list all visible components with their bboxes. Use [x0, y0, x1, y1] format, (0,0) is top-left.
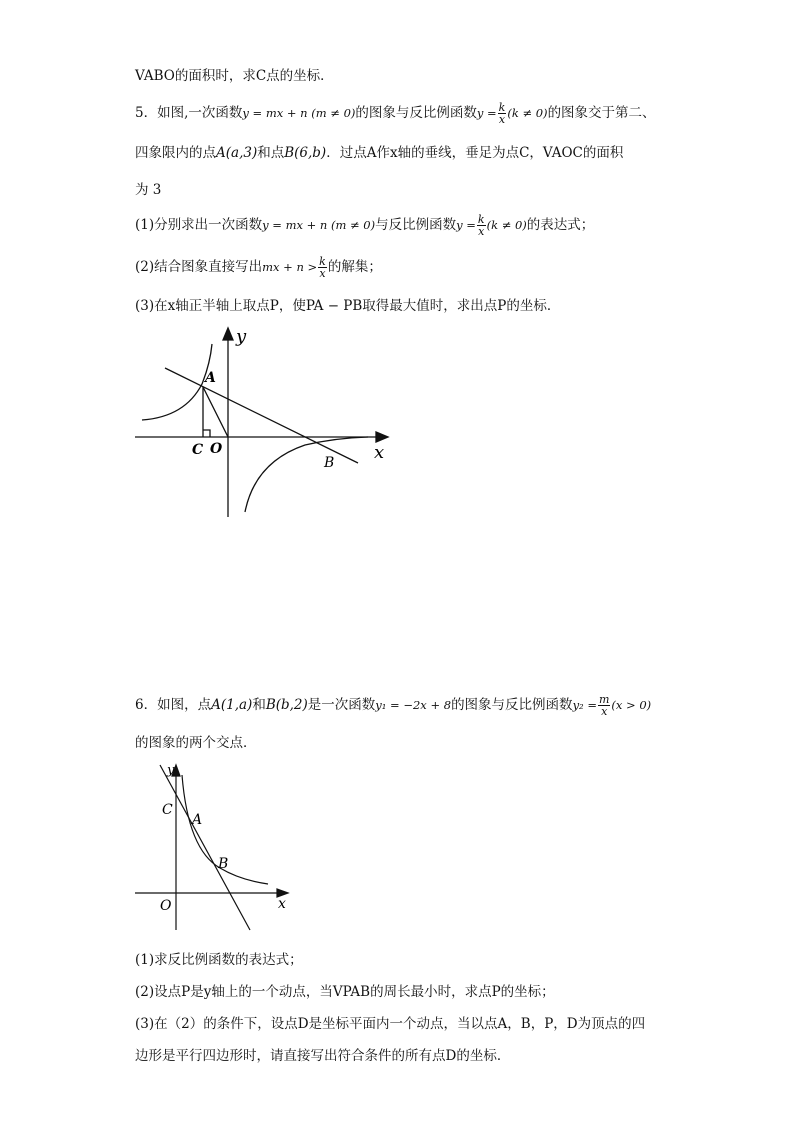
q5-p2-a: (2)结合图象直接写出 — [135, 259, 263, 275]
q5-inverse-eq-pre: y = — [476, 106, 497, 120]
q6-line-1 — [135, 694, 651, 717]
q6-linear-eq: y₁ = −2x + 8 — [375, 698, 452, 712]
q5-part-2 — [135, 256, 382, 279]
q6-label-a: A — [192, 812, 203, 828]
q6-line-ab — [160, 765, 250, 930]
q5-line-3 — [135, 180, 161, 200]
q5-y-arrow — [223, 328, 233, 340]
q5-label-a: A — [205, 370, 216, 386]
q6-figure — [130, 760, 300, 935]
q6-l1-d: 的图象与反比例函数 — [451, 697, 573, 713]
q5-p3: (3)在x轴正半轴上取点P，使PA − PB取得最大值时，求出点P的坐标． — [135, 298, 561, 314]
q6-label-b: B — [218, 856, 229, 872]
q5-label-o: O — [210, 441, 223, 457]
q5-hyperbola-left — [142, 344, 212, 420]
q5-inverse-eq-post: (k ≠ 0) — [507, 106, 548, 120]
q6-fraction-m-over-x: $\frac{m}{x}$ — [598, 693, 610, 718]
q5-l2-b: 和点 — [257, 145, 285, 161]
q6-l1-c: 是一次函数 — [307, 697, 376, 713]
q5-line-2 — [135, 143, 623, 163]
q6-label-o: O — [160, 898, 172, 914]
q6-part-3-line-1 — [135, 1014, 645, 1034]
q6-eq2-pre: y₂ = — [572, 698, 597, 712]
q6-line-2 — [135, 733, 257, 753]
q5-label-y: y — [236, 326, 247, 347]
q5-p1-a: (1)分别求出一次函数 — [135, 217, 263, 233]
q5-p1-b: 与反比例函数 — [375, 217, 457, 233]
q6-part-2 — [135, 982, 555, 1002]
q6-point-a: A(1,a) — [211, 697, 253, 713]
q6-p3-l1: (3)在（2）的条件下，设点D是坐标平面内一个动点，当以点A，B，P，D为顶点的四 — [135, 1016, 646, 1032]
q5-part-3 — [135, 296, 560, 316]
q5-p1-linear-eq: y = mx + n (m ≠ 0) — [262, 218, 376, 232]
q5-p1-eq2-pre: y = — [456, 218, 476, 232]
prev-tail-text: VABO的面积时，求C点的坐标． — [135, 68, 334, 84]
q5-point-a: A(a,3) — [216, 145, 258, 161]
q5-line-1 — [135, 102, 656, 125]
q6-p3-l2: 边形是平行四边形时，请直接写出符合条件的所有点D的坐标． — [135, 1048, 511, 1064]
q5-intro-b: 的图象与反比例函数 — [355, 105, 477, 121]
q5-right-angle-mark — [203, 430, 210, 437]
q5-p2-fraction: $\frac{k}{x}$ — [319, 255, 326, 280]
q5-intro-c: 的图象交于第二、 — [547, 105, 656, 121]
q6-label-x: x — [278, 896, 286, 912]
q6-eq2-post: (x > 0) — [611, 698, 652, 712]
q6-part-1 — [135, 950, 303, 970]
q6-label-c: C — [162, 802, 173, 818]
q5-intro: 5．如图,一次函数 — [135, 105, 243, 121]
q6-p1: (1)求反比例函数的表达式； — [135, 952, 303, 968]
q6-part-3-line-2 — [135, 1046, 510, 1066]
q5-label-b: B — [324, 455, 335, 471]
q6-label-y: y — [167, 763, 175, 778]
q5-l2-a: 四象限内的点 — [135, 145, 216, 161]
q5-hyperbola-right — [245, 437, 368, 512]
q5-p1-fraction: $\frac{k}{x}$ — [477, 213, 485, 238]
q5-linear-eq: y = mx + n (m ≠ 0) — [242, 106, 356, 120]
q6-l2: 的图象的两个交点． — [135, 735, 257, 751]
q5-l2-c: ．过点A作x轴的垂线，垂足为点C，VAOC的面积 — [326, 145, 624, 161]
q5-p2-b: 的解集； — [327, 259, 382, 275]
q5-point-b: B(6,b) — [284, 145, 327, 161]
q6-l1-a: 6．如图，点 — [135, 697, 212, 713]
q6-point-b: B(b,2) — [265, 697, 308, 713]
q5-label-x: x — [374, 442, 385, 463]
q5-p1-c: 的表达式； — [526, 217, 595, 233]
q6-l1-b: 和 — [252, 697, 266, 713]
q5-figure — [130, 322, 400, 522]
q5-p2-ineq: mx + n > — [262, 260, 318, 274]
q5-p1-eq2-post: (k ≠ 0) — [486, 218, 527, 232]
q6-p2: (2)设点P是y轴上的一个动点，当VPAB的周长最小时，求点P的坐标； — [135, 984, 555, 1000]
q5-part-1 — [135, 214, 594, 237]
prev-question-tail — [135, 66, 334, 86]
q5-fraction-k-over-x: $\frac{k}{x}$ — [498, 101, 506, 126]
q5-x-arrow — [376, 432, 388, 442]
q5-l3: 为 3 — [135, 182, 162, 198]
q5-label-c: C — [192, 442, 204, 458]
